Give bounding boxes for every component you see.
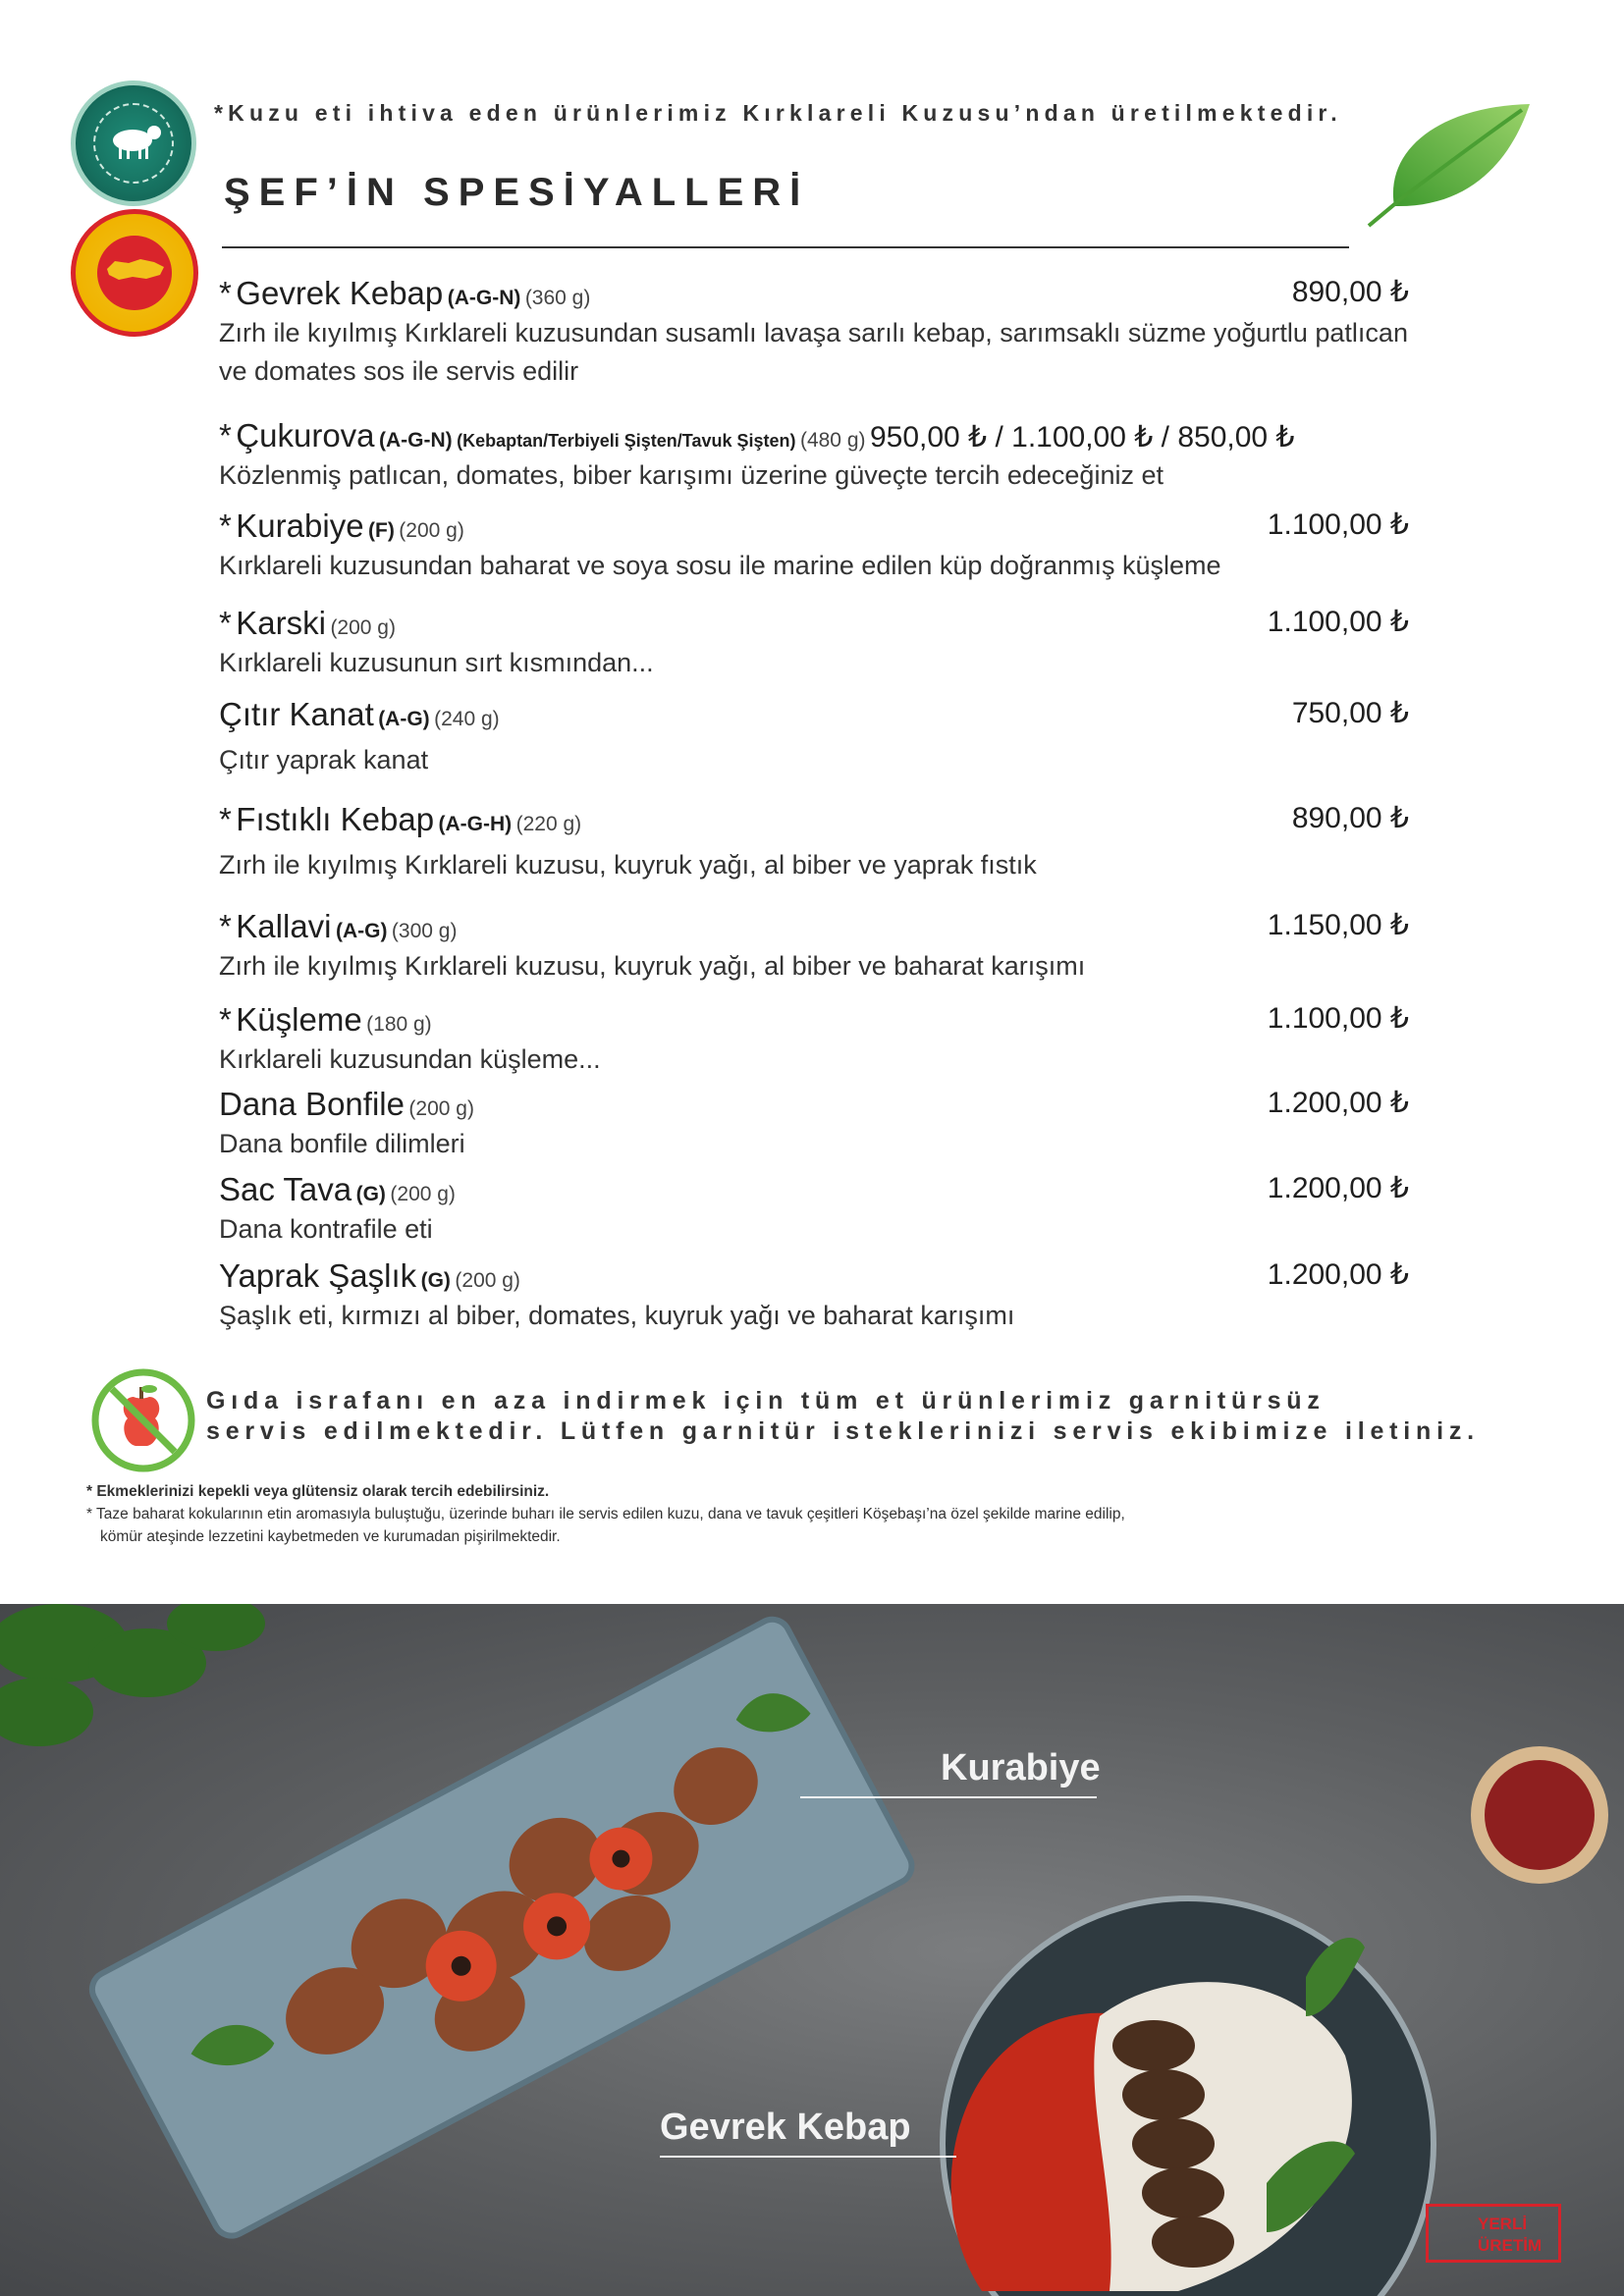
badge-line-1: YERLİ xyxy=(1478,2215,1528,2233)
menu-item-description: Zırh ile kıyılmış Kırklareli kuzusu, kuyruk yağı, al biber ve yaprak fıstık xyxy=(219,850,1037,880)
menu-item-name: Dana Bonfile xyxy=(219,1086,405,1122)
badge-line-2: ÜRETİM xyxy=(1478,2236,1543,2255)
menu-item-star: * xyxy=(219,801,232,837)
menu-item-weight: (180 g) xyxy=(366,1013,432,1036)
menu-item-price: 1.200,00 ₺ xyxy=(1267,1087,1409,1119)
menu-item xyxy=(219,801,1409,884)
food-photo-illustration xyxy=(0,1604,1624,2296)
section-title: ŞEF’İN SPESİYALLERİ xyxy=(224,171,810,214)
menu-item-allergens: (A-G-N) xyxy=(447,287,521,309)
menu-item-allergens: (F) xyxy=(368,519,395,542)
label-underline-gevrek-kebap xyxy=(660,2156,956,2158)
menu-item-price: 890,00 ₺ xyxy=(1291,276,1409,308)
menu-item xyxy=(219,605,1409,682)
green-leaf-icon xyxy=(1365,98,1532,228)
menu-item-weight: (200 g) xyxy=(330,616,396,639)
menu-item xyxy=(219,1001,1409,1079)
no-waste-line-1: Gıda israfanı en aza indirmek için tüm et ürünlerimiz garnitürsüz xyxy=(206,1387,1326,1415)
menu-item-weight: (360 g) xyxy=(524,287,591,309)
menu-item-price: 1.100,00 ₺ xyxy=(1267,508,1409,541)
menu-item-name: Fıstıklı Kebap xyxy=(236,801,435,837)
menu-item-allergens: (G) xyxy=(355,1183,386,1205)
menu-item-name: Çıtır Kanat xyxy=(219,696,374,732)
menu-item-weight: (220 g) xyxy=(515,813,582,835)
menu-item-price: 750,00 ₺ xyxy=(1291,697,1409,729)
menu-item-star: * xyxy=(219,605,232,641)
kirklareli-lamb-seal-icon xyxy=(71,80,196,206)
menu-item xyxy=(219,1086,1409,1163)
menu-item-star: * xyxy=(219,417,232,454)
menu-item xyxy=(219,908,1409,986)
menu-item xyxy=(219,1257,1409,1335)
menu-item-description: Közlenmiş patlıcan, domates, biber karışımı üzerine güveçte tercih edeceğiniz et xyxy=(219,460,1164,490)
menu-item-variants: (Kebaptan/Terbiyeli Şişten/Tavuk Şişten) xyxy=(457,431,796,451)
footnote-marinade-cont: kömür ateşinde lezzetini kaybetmeden ve kurumadan pişirilmektedir. xyxy=(100,1528,561,1545)
menu-item-price: 950,00 ₺ / 1.100,00 ₺ / 850,00 ₺ xyxy=(869,421,1295,454)
menu-item-allergens: (A-G) xyxy=(335,920,388,942)
menu-item-allergens: (A-G-H) xyxy=(438,813,513,835)
title-divider xyxy=(222,246,1349,248)
menu-item-description: Şaşlık eti, kırmızı al biber, domates, kuyruk yağı ve baharat karışımı xyxy=(219,1301,1015,1330)
photo-label-gevrek-kebap: Gevrek Kebap xyxy=(660,2107,911,2148)
menu-item-price: 1.100,00 ₺ xyxy=(1267,1002,1409,1035)
menu-item-allergens: (A-G-N) xyxy=(378,429,453,452)
menu-item xyxy=(219,275,1409,391)
menu-item-name: Kallavi xyxy=(236,908,332,944)
menu-item-weight: (200 g) xyxy=(390,1183,456,1205)
menu-item-price: 1.200,00 ₺ xyxy=(1267,1172,1409,1204)
menu-item-weight: (200 g) xyxy=(455,1269,520,1292)
menu-item-name: Kurabiye xyxy=(236,507,364,544)
footnotes xyxy=(86,1480,1125,1548)
menu-item-star: * xyxy=(219,908,232,944)
menu-item-star: * xyxy=(219,507,232,544)
menu-item-star: * xyxy=(219,1001,232,1038)
menu-item-price: 1.100,00 ₺ xyxy=(1267,606,1409,638)
menu-item-name: Çukurova xyxy=(236,417,375,454)
menu-item-description: Kırklareli kuzusundan baharat ve soya sosu ile marine edilen küp doğranmış küşleme xyxy=(219,551,1221,580)
footnote-marinade: * Taze baharat kokularının etin aromasıyla buluştuğu, üzerinde buharı ile servis edilen kuzu, dana ve tavuk çeşitleri Köşebaşı’na özel şekilde marine edilip, xyxy=(86,1506,1125,1522)
no-waste-line-2: servis edilmektedir. Lütfen garnitür isteklerinizi servis ekibimize iletiniz. xyxy=(206,1417,1480,1445)
menu-item-name: Yaprak Şaşlık xyxy=(219,1257,417,1294)
menu-item-price: 1.150,00 ₺ xyxy=(1267,909,1409,941)
lamb-origin-note: *Kuzu eti ihtiva eden ürünlerimiz Kırklareli Kuzusu’ndan üretilmektedir. xyxy=(214,100,1342,126)
no-food-waste-icon xyxy=(90,1367,196,1473)
photo-label-kurabiye: Kurabiye xyxy=(941,1747,1101,1789)
menu-item-allergens: (A-G) xyxy=(378,708,430,730)
menu-item xyxy=(219,417,1409,495)
footnote-bread: * Ekmeklerinizi kepekli veya glütensiz olarak tercih edebilirsiniz. xyxy=(86,1483,550,1500)
menu-item-description: Zırh ile kıyılmış Kırklareli kuzusu, kuyruk yağı, al biber ve baharat karışımı xyxy=(219,951,1086,981)
menu-item-name: Küşleme xyxy=(236,1001,362,1038)
yerli-uretim-badge xyxy=(1426,2204,1561,2263)
food-photo xyxy=(0,1604,1624,2296)
menu-item-description: Dana kontrafile eti xyxy=(219,1214,433,1244)
menu-item xyxy=(219,507,1409,585)
menu-item-description: Kırklareli kuzusundan küşleme... xyxy=(219,1044,601,1074)
menu-item xyxy=(219,1171,1409,1249)
geographical-indication-seal-icon xyxy=(71,209,198,337)
menu-item-weight: (300 g) xyxy=(391,920,458,942)
menu-item-allergens: (G) xyxy=(420,1269,451,1292)
menu-item-description: Çıtır yaprak kanat xyxy=(219,745,429,774)
menu-item xyxy=(219,696,1409,779)
menu-item-description: Dana bonfile dilimleri xyxy=(219,1129,465,1158)
menu-item-price: 1.200,00 ₺ xyxy=(1267,1258,1409,1291)
menu-item-name: Karski xyxy=(236,605,326,641)
menu-item-weight: (240 g) xyxy=(434,708,500,730)
menu-item-name: Gevrek Kebap xyxy=(236,275,444,311)
menu-item-weight: (200 g) xyxy=(408,1097,474,1120)
menu-item-description: Kırklareli kuzusunun sırt kısmından... xyxy=(219,648,654,677)
menu-item-weight: (480 g) xyxy=(799,429,866,452)
menu-item-star: * xyxy=(219,275,232,311)
menu-item-description: Zırh ile kıyılmış Kırklareli kuzusundan susamlı lavaşa sarılı kebap, sarımsaklı süzme yoğurtlu patlıcan ve domates sos ile servis edilir xyxy=(219,318,1408,386)
menu-item-weight: (200 g) xyxy=(399,519,464,542)
menu-item-price: 890,00 ₺ xyxy=(1291,802,1409,834)
no-waste-notice xyxy=(206,1386,1480,1447)
label-underline-kurabiye xyxy=(800,1796,1097,1798)
menu-item-name: Sac Tava xyxy=(219,1171,352,1207)
